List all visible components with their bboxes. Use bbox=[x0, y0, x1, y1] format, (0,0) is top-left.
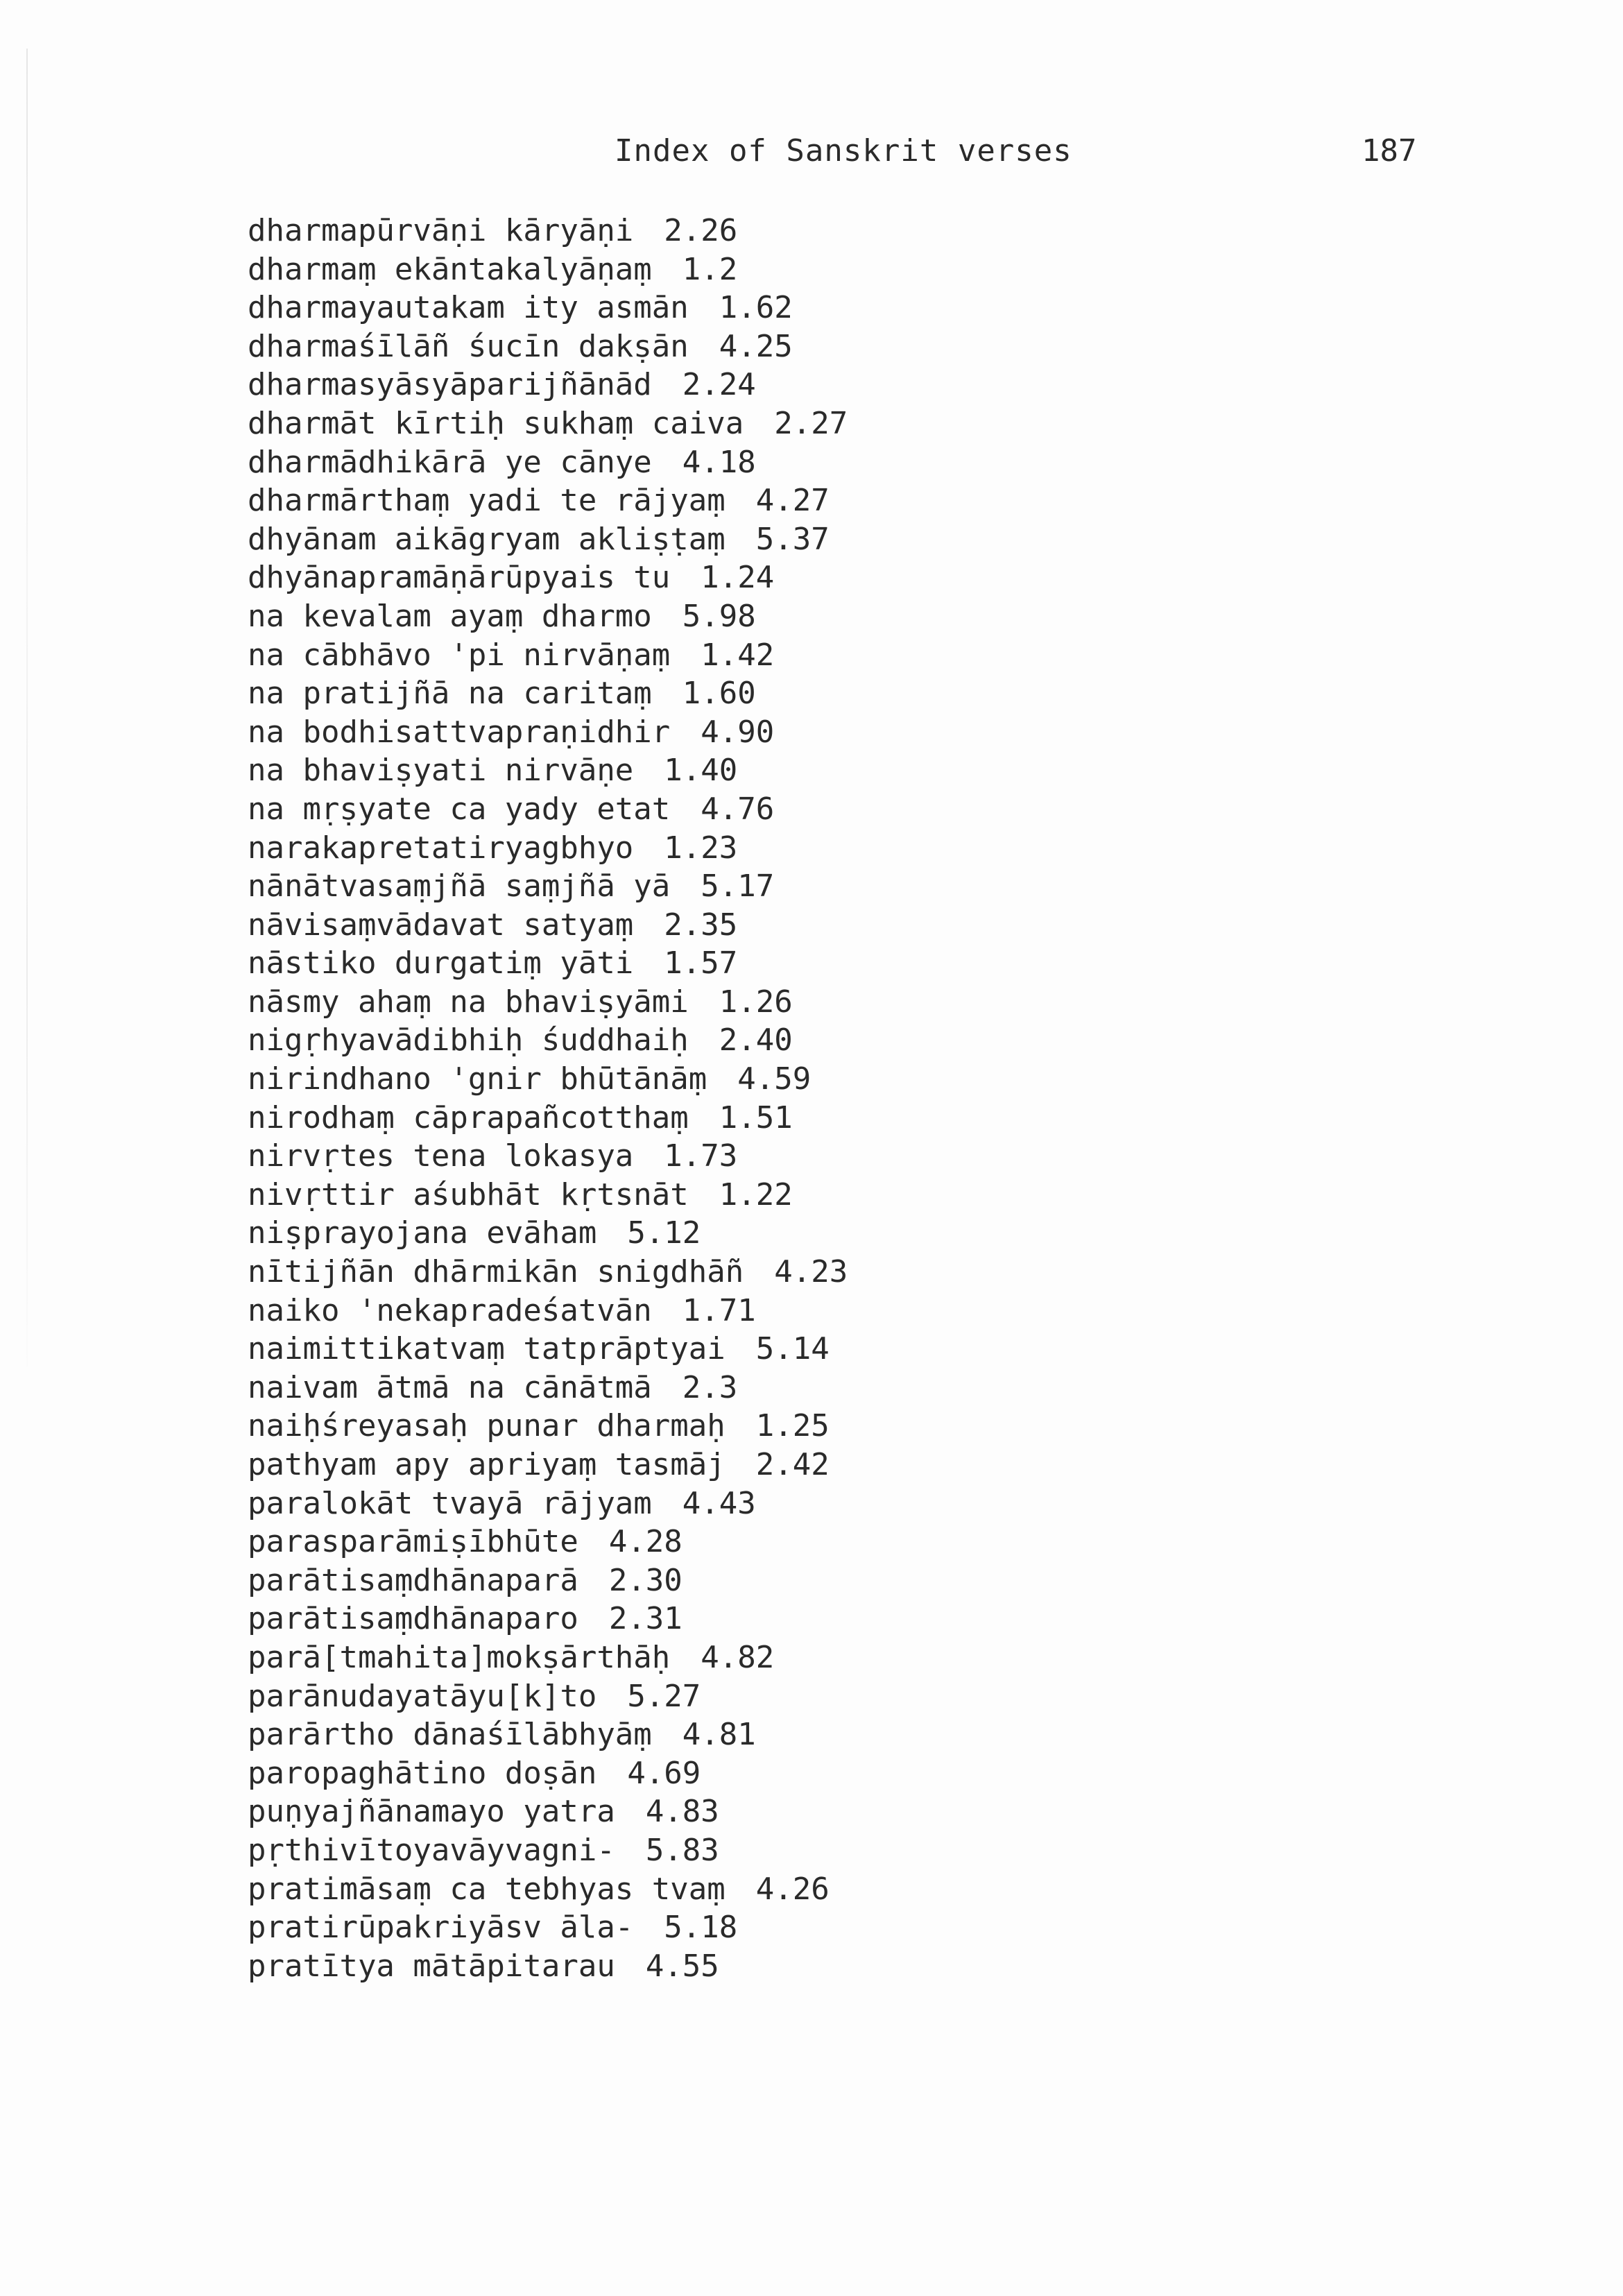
verse-reference: 4.26 bbox=[755, 1871, 830, 1907]
index-entry bbox=[248, 289, 848, 327]
index-entry bbox=[248, 250, 848, 289]
index-entry bbox=[248, 1600, 848, 1638]
index-entry bbox=[248, 1792, 848, 1831]
index-entry bbox=[248, 1523, 848, 1561]
verse-incipit: nāvisaṃvādavat satyaṃ bbox=[248, 907, 634, 943]
verse-incipit: naiko 'nekapradeśatvān bbox=[248, 1292, 652, 1328]
verse-reference: 2.40 bbox=[719, 1022, 793, 1059]
verse-incipit: na bodhisattvapraṇidhir bbox=[248, 714, 671, 750]
index-entry bbox=[248, 597, 848, 636]
verse-reference: 1.73 bbox=[664, 1138, 738, 1174]
index-entry bbox=[248, 1638, 848, 1677]
verse-reference: 4.27 bbox=[755, 483, 830, 519]
verse-reference: 1.23 bbox=[664, 830, 738, 866]
verse-incipit: dharmādhikārā ye cānye bbox=[248, 444, 652, 480]
verse-reference: 5.17 bbox=[701, 868, 775, 905]
verse-incipit: pratītya mātāpitarau bbox=[248, 1948, 615, 1984]
index-entry bbox=[248, 983, 848, 1022]
index-entry bbox=[248, 829, 848, 868]
verse-incipit: narakapretatiryagbhyo bbox=[248, 830, 634, 866]
verse-incipit: parātisaṃdhānaparo bbox=[248, 1601, 578, 1637]
verse-reference: 2.26 bbox=[664, 213, 738, 248]
verse-reference: 1.2 bbox=[682, 251, 738, 287]
index-entry bbox=[248, 520, 848, 559]
verse-incipit: na bhaviṣyati nirvāṇe bbox=[248, 753, 634, 789]
verse-reference: 5.18 bbox=[664, 1910, 738, 1946]
verse-reference: 4.90 bbox=[701, 714, 775, 750]
index-entry bbox=[248, 1369, 848, 1407]
index-entry bbox=[248, 944, 848, 983]
index-entry bbox=[248, 1561, 848, 1600]
index-entry bbox=[248, 790, 848, 829]
verse-reference: 5.14 bbox=[755, 1331, 830, 1367]
verse-reference: 1.26 bbox=[719, 984, 793, 1020]
verse-incipit: na kevalam ayaṃ dharmo bbox=[248, 598, 652, 634]
verse-reference: 4.76 bbox=[701, 791, 775, 827]
verse-incipit: dharmasyāsyāparijñānād bbox=[248, 367, 652, 403]
index-entry bbox=[248, 1176, 848, 1215]
verse-reference: 1.24 bbox=[701, 560, 775, 596]
verse-incipit: parātisaṃdhānaparā bbox=[248, 1562, 578, 1598]
verse-reference: 5.37 bbox=[755, 521, 830, 557]
index-entry bbox=[248, 327, 848, 366]
verse-reference: 2.42 bbox=[755, 1447, 830, 1482]
verse-incipit: pṛthivītoyavāyvagni- bbox=[248, 1832, 615, 1868]
verse-reference: 4.83 bbox=[645, 1794, 719, 1830]
index-entry bbox=[248, 674, 848, 713]
verse-incipit: dharmārthaṃ yadi te rājyaṃ bbox=[248, 483, 725, 519]
verse-reference: 2.3 bbox=[682, 1369, 738, 1405]
verse-reference: 5.98 bbox=[682, 598, 756, 634]
index-entry bbox=[248, 1715, 848, 1754]
index-entry bbox=[248, 713, 848, 752]
index-entry bbox=[248, 1677, 848, 1716]
index-entry bbox=[248, 1137, 848, 1176]
verse-incipit: dharmaṃ ekāntakalyāṇaṃ bbox=[248, 251, 652, 287]
verse-reference: 1.57 bbox=[664, 945, 738, 982]
index-entry bbox=[248, 558, 848, 597]
verse-incipit: dhyānapramāṇārūpyais tu bbox=[248, 560, 671, 596]
verse-reference: 5.83 bbox=[645, 1832, 719, 1868]
verse-incipit: nāsmy ahaṃ na bhaviṣyāmi bbox=[248, 984, 689, 1020]
verse-incipit: nānātvasaṃjñā saṃjñā yā bbox=[248, 868, 671, 905]
verse-reference: 2.24 bbox=[682, 367, 756, 403]
verse-reference: 1.42 bbox=[701, 637, 775, 673]
verse-reference: 1.40 bbox=[664, 753, 738, 789]
index-entry bbox=[248, 443, 848, 482]
verse-reference: 1.60 bbox=[682, 676, 756, 712]
verse-reference: 5.27 bbox=[627, 1678, 701, 1714]
verse-incipit: dharmayautakam ity asmān bbox=[248, 290, 689, 326]
verse-reference: 4.23 bbox=[774, 1254, 848, 1290]
verse-incipit: nirvṛtes tena lokasya bbox=[248, 1138, 634, 1174]
index-entry bbox=[248, 404, 848, 443]
verse-reference: 4.59 bbox=[737, 1061, 812, 1097]
verse-reference: 4.69 bbox=[627, 1755, 701, 1791]
index-entry bbox=[248, 1831, 848, 1870]
verse-incipit: dharmaśīlāñ śucīn dakṣān bbox=[248, 328, 689, 364]
verse-reference: 2.27 bbox=[774, 405, 848, 441]
page-number: 187 bbox=[1362, 133, 1417, 169]
verse-reference: 4.55 bbox=[645, 1948, 719, 1984]
index-entry bbox=[248, 481, 848, 520]
verse-incipit: puṇyajñānamayo yatra bbox=[248, 1794, 615, 1830]
verse-incipit: nirodhaṃ cāprapañcotthaṃ bbox=[248, 1099, 689, 1136]
verse-incipit: nigṛhyavādibhiḥ śuddhaiḥ bbox=[248, 1022, 689, 1059]
index-entry bbox=[248, 1021, 848, 1060]
verse-reference: 2.30 bbox=[608, 1562, 682, 1598]
verse-incipit: dharmāt kīrtiḥ sukhaṃ caiva bbox=[248, 405, 744, 441]
verse-reference: 4.28 bbox=[608, 1524, 682, 1560]
verse-reference: 1.71 bbox=[682, 1292, 756, 1328]
verse-incipit: niṣprayojana evāham bbox=[248, 1215, 597, 1251]
index-entry bbox=[248, 867, 848, 906]
verse-reference: 2.35 bbox=[664, 907, 738, 943]
index-entry bbox=[248, 906, 848, 945]
verse-incipit: dhyānam aikāgryam akliṣṭaṃ bbox=[248, 521, 725, 557]
verse-incipit: parā[tmahita]mokṣārthāḥ bbox=[248, 1639, 671, 1675]
verse-incipit: nivṛttir aśubhāt kṛtsnāt bbox=[248, 1176, 689, 1213]
verse-incipit: parasparāmiṣībhūte bbox=[248, 1524, 578, 1560]
verse-reference: 1.51 bbox=[719, 1099, 793, 1136]
index-entry bbox=[248, 1060, 848, 1099]
verse-incipit: nirindhano 'gnir bhūtānāṃ bbox=[248, 1061, 707, 1097]
index-entry bbox=[248, 1330, 848, 1369]
verse-reference: 4.43 bbox=[682, 1485, 756, 1521]
index-entry bbox=[248, 1407, 848, 1446]
verse-incipit: paropaghātino doṣān bbox=[248, 1755, 597, 1791]
verse-incipit: paralokāt tvayā rājyam bbox=[248, 1485, 652, 1521]
index-entry bbox=[248, 212, 848, 250]
index-entry bbox=[248, 636, 848, 675]
verse-incipit: parānudayatāyu[k]to bbox=[248, 1678, 597, 1714]
index-entry bbox=[248, 1099, 848, 1138]
index-entry bbox=[248, 1908, 848, 1947]
verse-incipit: pathyam apy apriyaṃ tasmāj bbox=[248, 1447, 725, 1482]
verse-reference: 1.22 bbox=[719, 1176, 793, 1213]
verse-incipit: na mṛṣyate ca yady etat bbox=[248, 791, 671, 827]
verse-reference: 5.12 bbox=[627, 1215, 701, 1251]
verse-reference: 1.62 bbox=[719, 290, 793, 326]
verse-incipit: dharmapūrvāṇi kāryāṇi bbox=[248, 213, 634, 248]
index-entry bbox=[248, 1947, 848, 1986]
verse-reference: 4.18 bbox=[682, 444, 756, 480]
scan-edge-shadow bbox=[26, 49, 28, 1367]
verse-incipit: nītijñān dhārmikān snigdhāñ bbox=[248, 1254, 744, 1290]
index-entry bbox=[248, 1446, 848, 1484]
verse-reference: 4.25 bbox=[719, 328, 793, 364]
verse-incipit: naivam ātmā na cānātmā bbox=[248, 1369, 652, 1405]
running-title: Index of Sanskrit verses bbox=[615, 133, 1072, 169]
index-entry bbox=[248, 1870, 848, 1909]
verse-incipit: na cābhāvo 'pi nirvāṇaṃ bbox=[248, 637, 671, 673]
index-entry bbox=[248, 1292, 848, 1330]
verse-incipit: naimittikatvaṃ tatprāptyai bbox=[248, 1331, 725, 1367]
verse-reference: 2.31 bbox=[608, 1601, 682, 1637]
verse-incipit: pratirūpakriyāsv āla- bbox=[248, 1910, 634, 1946]
verse-incipit: na pratijñā na caritaṃ bbox=[248, 676, 652, 712]
index-entry bbox=[248, 366, 848, 404]
verse-reference: 4.81 bbox=[682, 1717, 756, 1753]
index-entry bbox=[248, 1484, 848, 1523]
index-entry bbox=[248, 1253, 848, 1292]
verse-incipit: naiḥśreyasaḥ punar dharmaḥ bbox=[248, 1408, 725, 1444]
index-entry bbox=[248, 1214, 848, 1253]
index-entry bbox=[248, 751, 848, 790]
index-entry bbox=[248, 1754, 848, 1793]
verse-reference: 1.25 bbox=[755, 1408, 830, 1444]
verse-incipit: parārtho dānaśīlābhyāṃ bbox=[248, 1717, 652, 1753]
verse-incipit: pratimāsaṃ ca tebhyas tvaṃ bbox=[248, 1871, 725, 1907]
verse-incipit: nāstiko durgatiṃ yāti bbox=[248, 945, 634, 982]
verse-index-list bbox=[248, 212, 848, 1985]
verse-reference: 4.82 bbox=[701, 1639, 775, 1675]
